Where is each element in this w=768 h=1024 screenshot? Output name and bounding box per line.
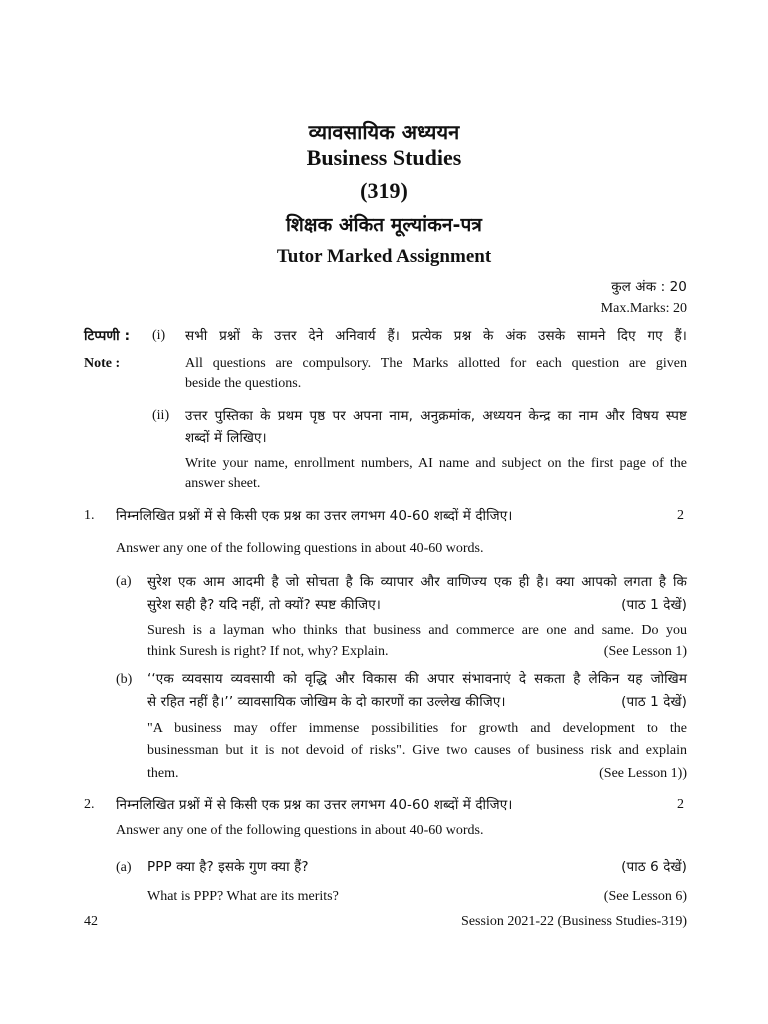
part-text-english bbox=[147, 721, 687, 783]
title-english: Business Studies bbox=[306, 145, 462, 170]
part-text-english bbox=[147, 623, 687, 663]
question-number: 1. bbox=[84, 508, 95, 523]
part-text-hindi bbox=[147, 669, 687, 713]
lesson-reference: (See Lesson 1)) bbox=[599, 766, 687, 781]
note-item-number: (i) bbox=[152, 328, 166, 343]
part-line: think Suresh is right? If not, why? Explain. bbox=[147, 644, 389, 659]
question-instruction-hindi: निम्नलिखित प्रश्नों में से किसी एक प्रश्न का उत्तर लगभग 40-60 शब्दों में दीजिए। bbox=[116, 508, 513, 524]
note-item-english bbox=[185, 456, 687, 496]
note-item-number: (ii) bbox=[152, 408, 170, 423]
part-line: से रहित नहीं है।’’ व्यावसायिक जोखिम के दो कारणों का उल्लेख कीजिए। bbox=[147, 694, 506, 710]
part-line: PPP क्या है? इसके गुण क्या हैं? bbox=[147, 859, 309, 875]
part-text-hindi bbox=[147, 572, 687, 616]
part-label: (b) bbox=[116, 672, 133, 687]
note-item-english bbox=[185, 356, 687, 396]
part-text-english bbox=[147, 889, 687, 909]
note-line: All questions are compulsory. The Marks allotted for each question are given bbox=[185, 356, 687, 371]
note-label-hindi: टिप्पणी : bbox=[84, 328, 131, 344]
max-marks-english: Max.Marks: 20 bbox=[600, 301, 687, 316]
part-line: them. bbox=[147, 766, 179, 781]
question-instruction-english: Answer any one of the following questions in about 40-60 words. bbox=[116, 541, 484, 556]
question-marks: 2 bbox=[677, 797, 684, 812]
question-marks: 2 bbox=[677, 508, 684, 523]
page-number: 42 bbox=[84, 914, 98, 929]
title-hindi: व्यावसायिक अध्ययन bbox=[308, 120, 460, 144]
subtitle-english: Tutor Marked Assignment bbox=[276, 246, 492, 267]
lesson-reference: (पाठ 1 देखें) bbox=[621, 597, 687, 613]
note-line: उत्तर पुस्तिका के प्रथम पृष्ठ पर अपना नाम, अनुक्रमांक, अध्ययन केन्द्र का नाम और विषय स्पष्ट bbox=[185, 408, 687, 424]
question-instruction-hindi: निम्नलिखित प्रश्नों में से किसी एक प्रश्न का उत्तर लगभग 40-60 शब्दों में दीजिए। bbox=[116, 797, 513, 813]
part-line: "A business may offer immense possibilities for growth and development to the bbox=[147, 721, 687, 736]
part-line: सुरेश एक आम आदमी है जो सोचता है कि व्यापार और वाणिज्य एक ही है। क्या आपको लगता है कि bbox=[147, 574, 687, 590]
lesson-reference: (पाठ 1 देखें) bbox=[621, 694, 687, 710]
note-item-hindi bbox=[185, 406, 687, 450]
note-line: Write your name, enrollment numbers, AI name and subject on the first page of the bbox=[185, 456, 687, 471]
lesson-reference: (पाठ 6 देखें) bbox=[621, 859, 687, 875]
question-instruction-english: Answer any one of the following questions in about 40-60 words. bbox=[116, 823, 484, 838]
lesson-reference: (See Lesson 1) bbox=[603, 644, 687, 659]
subject-code: (319) bbox=[360, 178, 408, 203]
lesson-reference: (See Lesson 6) bbox=[603, 889, 687, 904]
note-label-english: Note : bbox=[84, 356, 121, 371]
part-label: (a) bbox=[116, 860, 132, 875]
part-line: businessman but it is not devoid of risks". Give two causes of business risk and explain bbox=[147, 743, 687, 758]
question-number: 2. bbox=[84, 797, 95, 812]
part-line: ‘‘एक व्यवसाय व्यवसायी को वृद्धि और विकास की अपार संभावनाएं दे सकता है लेकिन यह जोखिम bbox=[147, 671, 687, 687]
subtitle-hindi: शिक्षक अंकित मूल्यांकन-पत्र bbox=[285, 214, 483, 236]
session-footer: Session 2021-22 (Business Studies-319) bbox=[461, 914, 687, 929]
part-line: Suresh is a layman who thinks that business and commerce are one and same. Do you bbox=[147, 623, 687, 638]
part-text-hindi bbox=[147, 857, 687, 879]
note-line: beside the questions. bbox=[185, 376, 302, 391]
part-label: (a) bbox=[116, 574, 132, 589]
note-item-hindi bbox=[185, 326, 687, 346]
note-line: answer sheet. bbox=[185, 476, 261, 491]
part-line: सुरेश सही है? यदि नहीं, तो क्यों? स्पष्ट कीजिए। bbox=[147, 597, 381, 613]
part-line: What is PPP? What are its merits? bbox=[147, 889, 339, 904]
note-line: सभी प्रश्नों के उत्तर देने अनिवार्य हैं। प्रत्येक प्रश्न के अंक उसके सामने दिए गए हैं। bbox=[185, 328, 687, 344]
max-marks-hindi: कुल अंक : 20 bbox=[611, 279, 687, 295]
note-line: शब्दों में लिखिए। bbox=[185, 430, 267, 446]
